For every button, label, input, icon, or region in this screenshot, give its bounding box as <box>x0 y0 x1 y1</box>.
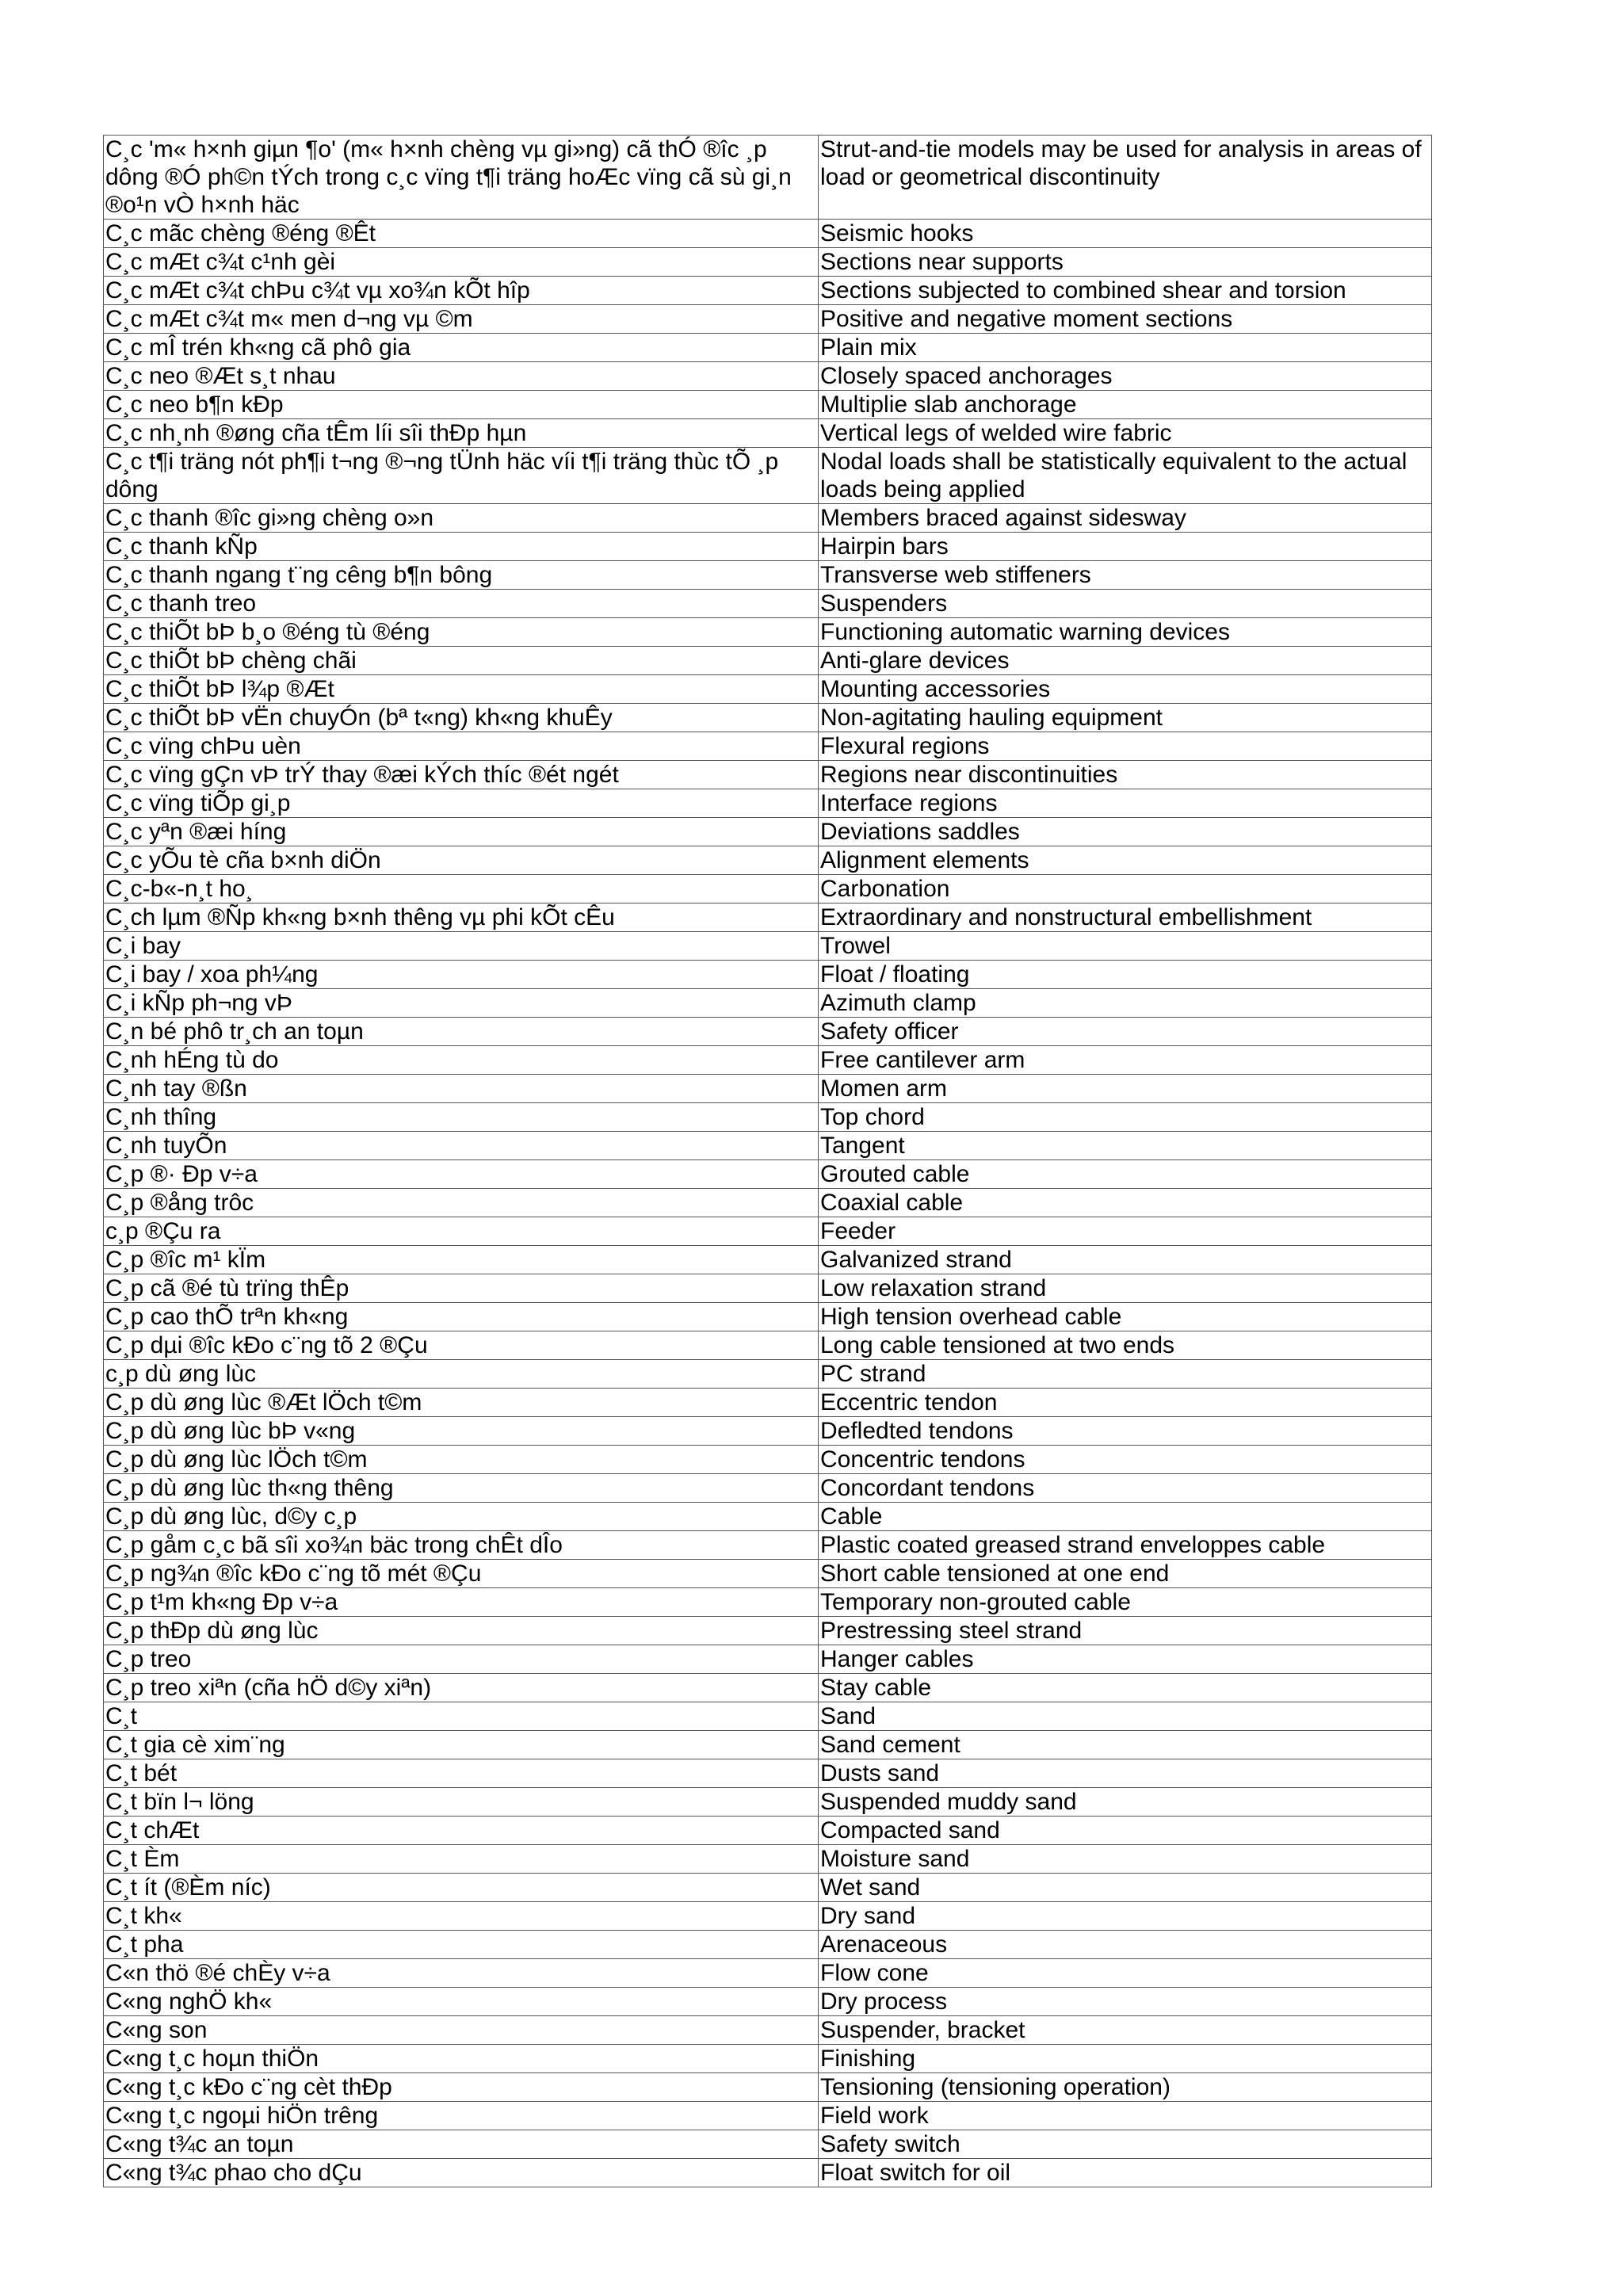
glossary-row <box>104 1645 1432 1674</box>
vietnamese-term: C¸c vïng chÞu uèn <box>104 732 819 761</box>
glossary-row <box>104 875 1432 904</box>
vietnamese-term: C¸i bay / xoa ph¼ng <box>104 961 819 989</box>
english-term: Coaxial cable <box>819 1189 1432 1217</box>
glossary-row <box>104 1360 1432 1389</box>
english-term: Momen arm <box>819 1075 1432 1103</box>
english-term: Arenaceous <box>819 1931 1432 1959</box>
glossary-row <box>104 561 1432 590</box>
glossary-row <box>104 1446 1432 1474</box>
vietnamese-term: C¸c t¶i träng nót ph¶i t¬ng ®¬ng tÜnh häc víi t¶i träng thùc tÕ ¸p dông <box>104 448 819 504</box>
glossary-body <box>104 136 1432 2187</box>
english-term: Free cantilever arm <box>819 1046 1432 1075</box>
vietnamese-term: C¸c yªn ®æi híng <box>104 818 819 846</box>
english-term: Flow cone <box>819 1959 1432 1988</box>
english-term: Plain mix <box>819 334 1432 362</box>
glossary-row <box>104 305 1432 334</box>
english-term: Hairpin bars <box>819 533 1432 561</box>
glossary-row <box>104 1503 1432 1531</box>
glossary-row <box>104 1389 1432 1417</box>
vietnamese-term: C¸p dù øng lùc ®Æt lÖch t©m <box>104 1389 819 1417</box>
glossary-row <box>104 2045 1432 2073</box>
english-term: Non-agitating hauling equipment <box>819 704 1432 732</box>
glossary-row <box>104 618 1432 647</box>
english-term: Plastic coated greased strand enveloppes cable <box>819 1531 1432 1560</box>
english-term: Carbonation <box>819 875 1432 904</box>
english-term: Azimuth clamp <box>819 989 1432 1018</box>
english-term: Cable <box>819 1503 1432 1531</box>
glossary-row <box>104 818 1432 846</box>
vietnamese-term: c¸p dù øng lùc <box>104 1360 819 1389</box>
glossary-row <box>104 1303 1432 1331</box>
english-term: Suspended muddy sand <box>819 1788 1432 1817</box>
glossary-row <box>104 362 1432 391</box>
english-term: Multiplie slab anchorage <box>819 391 1432 419</box>
english-term: Flexural regions <box>819 732 1432 761</box>
vietnamese-term: C¸t gia cè xim¨ng <box>104 1731 819 1759</box>
glossary-row <box>104 1560 1432 1588</box>
glossary-row <box>104 334 1432 362</box>
vietnamese-term: C¸t ít (®Èm níc) <box>104 1874 819 1902</box>
glossary-row <box>104 1331 1432 1360</box>
vietnamese-term: C¸c mÆt c¾t c¹nh gèi <box>104 248 819 277</box>
vietnamese-term: C¸p dù øng lùc bÞ v«ng <box>104 1417 819 1446</box>
vietnamese-term: C¸c-b«-n¸t ho¸ <box>104 875 819 904</box>
vietnamese-term: C¸p cã ®é tù trïng thÊp <box>104 1274 819 1303</box>
glossary-row <box>104 1902 1432 1931</box>
english-term: Concordant tendons <box>819 1474 1432 1503</box>
english-term: Regions near discontinuities <box>819 761 1432 789</box>
english-term: Temporary non-grouted cable <box>819 1588 1432 1617</box>
vietnamese-term: C¸c thiÕt bÞ chèng chãi <box>104 647 819 675</box>
english-term: Extraordinary and nonstructural embellishment <box>819 904 1432 932</box>
english-term: Field work <box>819 2102 1432 2130</box>
english-term: Seismic hooks <box>819 220 1432 248</box>
english-term: Safety officer <box>819 1018 1432 1046</box>
glossary-row <box>104 846 1432 875</box>
vietnamese-term: C¸p ®îc m¹ kÏm <box>104 1246 819 1274</box>
glossary-row <box>104 1018 1432 1046</box>
vietnamese-term: C¸c thanh ®îc gi»ng chèng o»n <box>104 504 819 533</box>
english-term: Functioning automatic warning devices <box>819 618 1432 647</box>
glossary-row <box>104 1046 1432 1075</box>
vietnamese-term: C¸c mÎ trén kh«ng cã phô gia <box>104 334 819 362</box>
english-term: Float / floating <box>819 961 1432 989</box>
english-term: Top chord <box>819 1103 1432 1132</box>
glossary-row <box>104 1959 1432 1988</box>
glossary-row <box>104 533 1432 561</box>
glossary-row <box>104 647 1432 675</box>
vietnamese-term: C«ng t¾c phao cho dÇu <box>104 2159 819 2187</box>
vietnamese-term: C¸nh thîng <box>104 1103 819 1132</box>
english-term: Sand cement <box>819 1731 1432 1759</box>
vietnamese-term: C«ng son <box>104 2016 819 2045</box>
glossary-row <box>104 1132 1432 1160</box>
vietnamese-term: C¸n bé phô tr¸ch an toµn <box>104 1018 819 1046</box>
glossary-row <box>104 2102 1432 2130</box>
english-term: Interface regions <box>819 789 1432 818</box>
english-term: Float switch for oil <box>819 2159 1432 2187</box>
glossary-row <box>104 904 1432 932</box>
vietnamese-term: C¸c vïng tiÕp gi¸p <box>104 789 819 818</box>
english-term: Alignment elements <box>819 846 1432 875</box>
english-term: Sections subjected to combined shear and torsion <box>819 277 1432 305</box>
glossary-row <box>104 675 1432 704</box>
glossary-row <box>104 732 1432 761</box>
glossary-row <box>104 1874 1432 1902</box>
vietnamese-term: C¸p dù øng lùc, d©y c¸p <box>104 1503 819 1531</box>
vietnamese-term: C¸ch lµm ®Ñp kh«ng b×nh thêng vµ phi kÕt cÊu <box>104 904 819 932</box>
glossary-row <box>104 590 1432 618</box>
english-term: Low relaxation strand <box>819 1274 1432 1303</box>
english-term: Deviations saddles <box>819 818 1432 846</box>
vietnamese-term: C¸p cao thÕ trªn kh«ng <box>104 1303 819 1331</box>
english-term: Finishing <box>819 2045 1432 2073</box>
vietnamese-term: C¸nh tuyÕn <box>104 1132 819 1160</box>
vietnamese-term: C«n thö ®é chÈy v÷a <box>104 1959 819 1988</box>
glossary-row <box>104 1588 1432 1617</box>
glossary-row <box>104 932 1432 961</box>
glossary-row <box>104 1075 1432 1103</box>
english-term: Positive and negative moment sections <box>819 305 1432 334</box>
english-term: Suspender, bracket <box>819 2016 1432 2045</box>
english-term: Suspenders <box>819 590 1432 618</box>
vietnamese-term: C«ng t¸c ngoµi hiÖn trêng <box>104 2102 819 2130</box>
english-term: Moisture sand <box>819 1845 1432 1874</box>
english-term: Tensioning (tensioning operation) <box>819 2073 1432 2102</box>
vietnamese-term: C¸i bay <box>104 932 819 961</box>
glossary-row <box>104 1103 1432 1132</box>
vietnamese-term: C¸t bïn l¬ löng <box>104 1788 819 1817</box>
glossary-row <box>104 1988 1432 2016</box>
english-term: Sections near supports <box>819 248 1432 277</box>
english-term: High tension overhead cable <box>819 1303 1432 1331</box>
vietnamese-term: C¸c 'm« h×nh giµn ¶o' (m« h×nh chèng vµ gi»ng) cã thÓ ®îc ¸p dông ®Ó ph©n tÝch trong c¸c vïng t¶i träng hoÆc vïng cã sù gi¸n ®o¹n vÒ h×nh häc <box>104 136 819 220</box>
glossary-row <box>104 989 1432 1018</box>
glossary-row <box>104 391 1432 419</box>
glossary-row <box>104 2130 1432 2159</box>
vietnamese-term: C¸nh tay ®ßn <box>104 1075 819 1103</box>
glossary-row <box>104 2016 1432 2045</box>
glossary-row <box>104 277 1432 305</box>
english-term: Hanger cables <box>819 1645 1432 1674</box>
english-term: Members braced against sidesway <box>819 504 1432 533</box>
english-term: Transverse web stiffeners <box>819 561 1432 590</box>
english-term: Short cable tensioned at one end <box>819 1560 1432 1588</box>
glossary-row <box>104 2073 1432 2102</box>
english-term: Trowel <box>819 932 1432 961</box>
english-term: Dry process <box>819 1988 1432 2016</box>
english-term: Closely spaced anchorages <box>819 362 1432 391</box>
glossary-row <box>104 1817 1432 1845</box>
vietnamese-term: C¸c thiÕt bÞ vËn chuyÓn (bª t«ng) kh«ng khuÊy <box>104 704 819 732</box>
vietnamese-term: C¸p gåm c¸c bã sîi xo¾n bäc trong chÊt dÎo <box>104 1531 819 1560</box>
glossary-row <box>104 1788 1432 1817</box>
english-term: Long cable tensioned at two ends <box>819 1331 1432 1360</box>
glossary-row <box>104 1160 1432 1189</box>
english-term: Feeder <box>819 1217 1432 1246</box>
english-term: Prestressing steel strand <box>819 1617 1432 1645</box>
vietnamese-term: C¸p ®· Ðp v÷a <box>104 1160 819 1189</box>
english-term: Anti-glare devices <box>819 647 1432 675</box>
vietnamese-term: C¸t <box>104 1702 819 1731</box>
vietnamese-term: C¸p ng¾n ®îc kÐo c¨ng tõ mét ®Çu <box>104 1560 819 1588</box>
english-term: Wet sand <box>819 1874 1432 1902</box>
english-term: Dry sand <box>819 1902 1432 1931</box>
vietnamese-term: C¸p treo xiªn (cña hÖ d©y xiªn) <box>104 1674 819 1702</box>
glossary-row <box>104 136 1432 220</box>
vietnamese-term: C¸p treo <box>104 1645 819 1674</box>
glossary-row <box>104 1417 1432 1446</box>
vietnamese-term: C¸p dµi ®îc kÐo c¨ng tõ 2 ®Çu <box>104 1331 819 1360</box>
english-term: PC strand <box>819 1360 1432 1389</box>
vietnamese-term: C¸p dù øng lùc th«ng thêng <box>104 1474 819 1503</box>
glossary-row <box>104 1845 1432 1874</box>
english-term: Compacted sand <box>819 1817 1432 1845</box>
english-term: Concentric tendons <box>819 1446 1432 1474</box>
vietnamese-term: C¸t pha <box>104 1931 819 1959</box>
glossary-row <box>104 1274 1432 1303</box>
glossary-row <box>104 961 1432 989</box>
english-term: Strut-and-tie models may be used for analysis in areas of load or geometrical discontinuity <box>819 136 1432 220</box>
glossary-row <box>104 1931 1432 1959</box>
vietnamese-term: C¸c neo ®Æt s¸t nhau <box>104 362 819 391</box>
vietnamese-term: C¸t bét <box>104 1759 819 1788</box>
glossary-row <box>104 1731 1432 1759</box>
english-term: Grouted cable <box>819 1160 1432 1189</box>
glossary-row <box>104 1189 1432 1217</box>
glossary-row <box>104 1674 1432 1702</box>
vietnamese-term: c¸p ®Çu ra <box>104 1217 819 1246</box>
vietnamese-term: C¸c mÆt c¾t chÞu c¾t vµ xo¾n kÕt hîp <box>104 277 819 305</box>
vietnamese-term: C«ng t¸c hoµn thiÖn <box>104 2045 819 2073</box>
glossary-row <box>104 1617 1432 1645</box>
vietnamese-term: C«ng nghÖ kh« <box>104 1988 819 2016</box>
english-term: Sand <box>819 1702 1432 1731</box>
vietnamese-term: C¸p t¹m kh«ng Ðp v÷a <box>104 1588 819 1617</box>
english-term: Vertical legs of welded wire fabric <box>819 419 1432 448</box>
glossary-row <box>104 220 1432 248</box>
glossary-row <box>104 1246 1432 1274</box>
english-term: Mounting accessories <box>819 675 1432 704</box>
vietnamese-term: C¸nh hÉng tù do <box>104 1046 819 1075</box>
vietnamese-term: C¸c mÆt c¾t m« men d¬ng vµ ©m <box>104 305 819 334</box>
glossary-row <box>104 761 1432 789</box>
english-term: Safety switch <box>819 2130 1432 2159</box>
vietnamese-term: C«ng t¸c kÐo c¨ng cèt thÐp <box>104 2073 819 2102</box>
english-term: Dusts sand <box>819 1759 1432 1788</box>
vietnamese-term: C¸c thanh kÑp <box>104 533 819 561</box>
english-term: Tangent <box>819 1132 1432 1160</box>
glossary-row <box>104 789 1432 818</box>
glossary-row <box>104 1759 1432 1788</box>
vietnamese-term: C¸c neo b¶n kÐp <box>104 391 819 419</box>
vietnamese-term: C¸p thÐp dù øng lùc <box>104 1617 819 1645</box>
glossary-row <box>104 1217 1432 1246</box>
vietnamese-term: C¸c vïng gÇn vÞ trÝ thay ®æi kÝch thíc ®ét ngét <box>104 761 819 789</box>
glossary-row <box>104 448 1432 504</box>
english-term: Defledted tendons <box>819 1417 1432 1446</box>
glossary-row <box>104 1474 1432 1503</box>
vietnamese-term: C¸t Èm <box>104 1845 819 1874</box>
vietnamese-term: C¸c yÕu tè cña b×nh diÖn <box>104 846 819 875</box>
vietnamese-term: C¸i kÑp ph¬ng vÞ <box>104 989 819 1018</box>
vietnamese-term: C¸t kh« <box>104 1902 819 1931</box>
vietnamese-term: C«ng t¾c an toµn <box>104 2130 819 2159</box>
glossary-row <box>104 419 1432 448</box>
english-term: Stay cable <box>819 1674 1432 1702</box>
english-term: Galvanized strand <box>819 1246 1432 1274</box>
vietnamese-term: C¸t chÆt <box>104 1817 819 1845</box>
vietnamese-term: C¸c thanh ngang t¨ng cêng b¶n bông <box>104 561 819 590</box>
glossary-row <box>104 2159 1432 2187</box>
vietnamese-term: C¸p dù øng lùc lÖch t©m <box>104 1446 819 1474</box>
vietnamese-term: C¸p ®ång trôc <box>104 1189 819 1217</box>
vietnamese-term: C¸c mãc chèng ®éng ®Êt <box>104 220 819 248</box>
glossary-row <box>104 704 1432 732</box>
vietnamese-term: C¸c thanh treo <box>104 590 819 618</box>
glossary-row <box>104 504 1432 533</box>
glossary-row <box>104 1702 1432 1731</box>
vietnamese-term: C¸c thiÕt bÞ l¾p ®Æt <box>104 675 819 704</box>
english-term: Nodal loads shall be statistically equivalent to the actual loads being applied <box>819 448 1432 504</box>
glossary-row <box>104 248 1432 277</box>
vietnamese-term: C¸c nh¸nh ®øng cña tÊm líi sîi thÐp hµn <box>104 419 819 448</box>
glossary-table <box>103 135 1432 2187</box>
vietnamese-term: C¸c thiÕt bÞ b¸o ®éng tù ®éng <box>104 618 819 647</box>
english-term: Eccentric tendon <box>819 1389 1432 1417</box>
glossary-row <box>104 1531 1432 1560</box>
